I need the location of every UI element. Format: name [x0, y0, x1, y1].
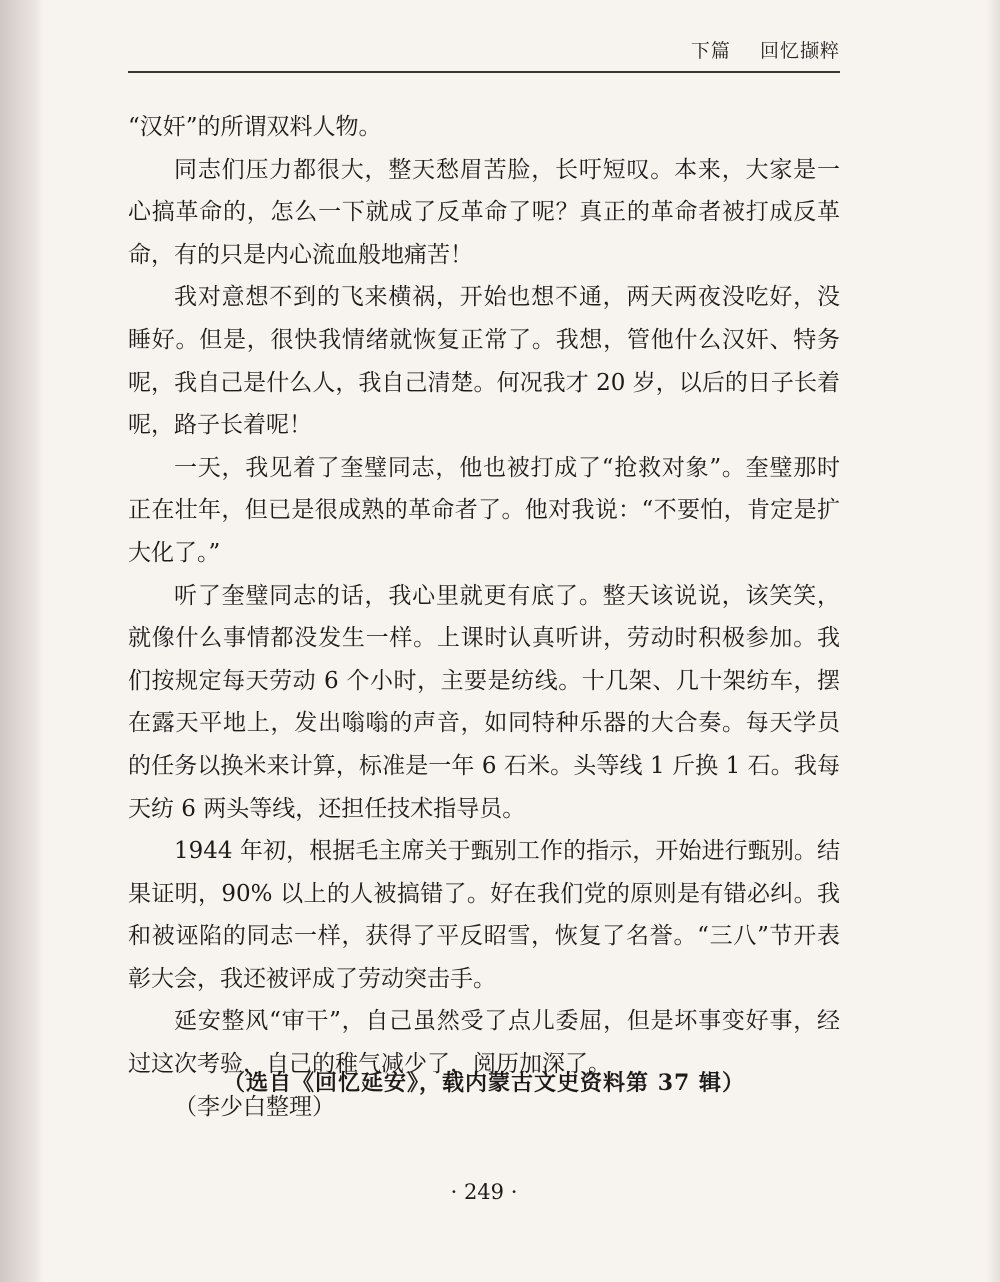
running-header — [691, 36, 840, 63]
header-section: 回忆撷粹 — [759, 40, 840, 62]
paragraph: 一天，我见着了奎璧同志，他也被打成了“抢救对象”。奎璧那时正在壮年，但已是很成熟的革命者了。他对我说：“不要怕，肯定是扩大化了。” — [128, 454, 840, 566]
paragraph: 1944 年初，根据毛主席关于甄别工作的指示，开始进行甄别。结果证明，90% 以上的人被搞错了。好在我们党的原则是有错必纠。我和被诬陷的同志一样，获得了平反昭雪，恢复了名誉。“三八”节开表彰大会，我还被评成了劳动突击手。 — [128, 838, 840, 992]
header-part: 下篇 — [690, 40, 731, 62]
paragraph: 同志们压力都很大，整天愁眉苦脸，长吁短叹。本来，大家是一心搞革命的，怎么一下就成了反革命了呢？真正的革命者被打成反革命，有的只是内心流血般地痛苦！ — [128, 156, 840, 268]
header-rule — [128, 71, 840, 73]
source-note: （选自《回忆延安》，载内蒙古文史资料第 37 辑） — [223, 1070, 745, 1096]
page-edge-shadow — [986, 0, 1000, 1282]
page-number: · 249 · — [450, 1180, 518, 1204]
paragraph: 延安整风“审干”，自己虽然受了点儿委屈，但是坏事变好事，经过这次考验，自己的稚气减少了，阅历加深了。 — [128, 1008, 840, 1078]
book-gutter-shadow — [0, 0, 44, 1282]
editor-credit: （李少白整理） — [174, 1093, 335, 1120]
body-text — [128, 106, 840, 1128]
paragraph-continued: “汉奸”的所谓双料人物。 — [128, 114, 382, 140]
paragraph: 我对意想不到的飞来横祸，开始也想不通，两天两夜没吃好，没睡好。但是，很快我情绪就恢复正常了。我想，管他什么汉奸、特务呢，我自己是什么人，我自己清楚。何况我才 20 岁，以后的日子长着呢，路子长着呢！ — [128, 284, 840, 439]
paragraph: 听了奎璧同志的话，我心里就更有底了。整天该说说，该笑笑，就像什么事情都没发生一样。上课时认真听讲，劳动时积极参加。我们按规定每天劳动 6 个小时，主要是纺线。十几架、几十架纺车，摆在露天平地上，发出嗡嗡的声音，如同特种乐器的大合奏。每天学员的任务以换米来计算，标准是一年 6 石米。头等线 1 斤换 1 石。我每天纺 6 两头等线，还担任技术指导员。 — [128, 582, 840, 822]
